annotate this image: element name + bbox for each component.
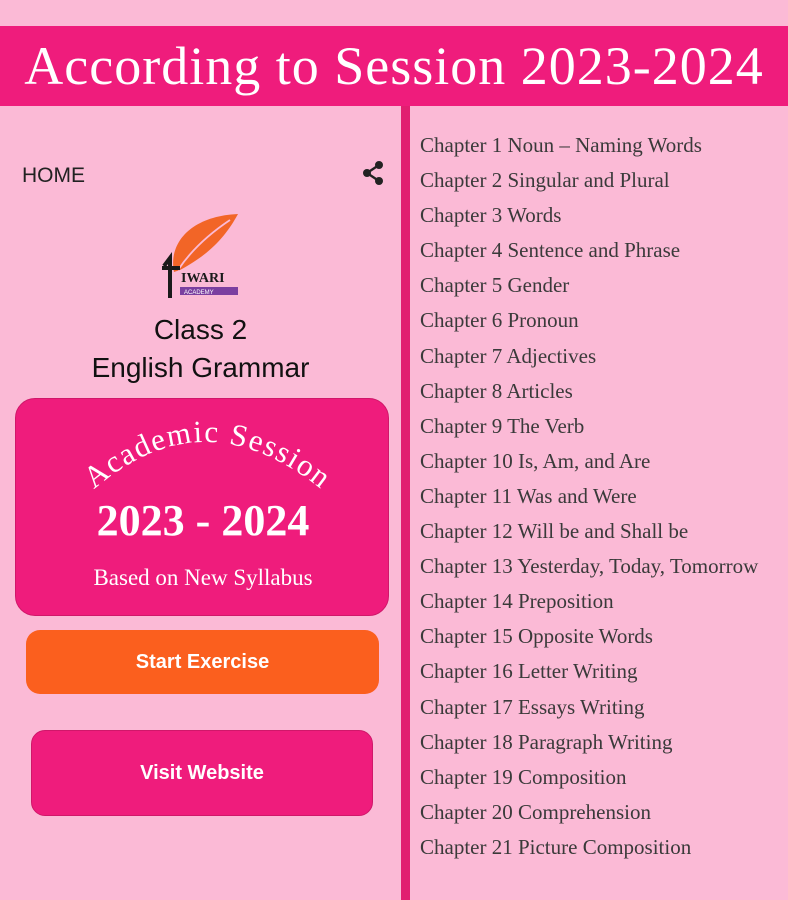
chapter-item[interactable]: Chapter 3 Words bbox=[420, 203, 562, 228]
session-card bbox=[15, 398, 389, 616]
subject-label: English Grammar bbox=[91, 352, 310, 383]
chapter-item[interactable]: Chapter 7 Adjectives bbox=[420, 343, 597, 368]
start-exercise-button[interactable]: Start Exercise bbox=[26, 630, 379, 694]
chapter-item[interactable]: Chapter 20 Comprehension bbox=[420, 799, 651, 824]
chapter-item[interactable]: Chapter 4 Sentence and Phrase bbox=[420, 238, 681, 263]
chapter-item[interactable]: Chapter 13 Yesterday, Today, Tomorrow bbox=[420, 554, 759, 579]
logo-subtext: ACADEMY bbox=[184, 290, 214, 296]
chapter-item[interactable]: Chapter 8 Articles bbox=[420, 378, 573, 403]
chapter-item[interactable]: Chapter 2 Singular and Plural bbox=[420, 168, 670, 193]
visit-website-button[interactable]: Visit Website bbox=[31, 730, 373, 816]
chapter-item[interactable]: Chapter 19 Composition bbox=[420, 764, 627, 789]
class-label: Class 2 bbox=[153, 314, 248, 345]
chapter-item[interactable]: Chapter 1 Noun – Naming Words bbox=[420, 133, 702, 157]
chapter-item[interactable]: Chapter 11 Was and Were bbox=[420, 483, 637, 508]
syllabus-label: Based on New Syllabus bbox=[93, 565, 313, 590]
chapter-item[interactable]: Chapter 21 Picture Composition bbox=[420, 834, 692, 859]
home-link[interactable]: HOME bbox=[22, 164, 85, 187]
chapter-item[interactable]: Chapter 6 Pronoun bbox=[420, 308, 579, 333]
logo-text: IWARI bbox=[181, 271, 225, 286]
chapter-item[interactable]: Chapter 18 Paragraph Writing bbox=[420, 729, 673, 754]
chapter-item[interactable]: Chapter 12 Will be and Shall be bbox=[420, 519, 689, 544]
chapter-item[interactable]: Chapter 14 Preposition bbox=[420, 589, 614, 614]
svg-text:Academic Session bbox=[76, 414, 338, 496]
banner-title: According to Session 2023-2024 bbox=[24, 36, 764, 96]
session-years: 2023 - 2024 bbox=[96, 496, 310, 545]
chapter-list bbox=[420, 128, 788, 865]
chapter-item[interactable]: Chapter 5 Gender bbox=[420, 273, 570, 298]
chapter-item[interactable]: Chapter 17 Essays Writing bbox=[420, 694, 645, 719]
top-banner bbox=[0, 26, 788, 106]
panel-divider bbox=[401, 106, 410, 900]
arc-text: Academic Session bbox=[76, 413, 339, 496]
chapter-item[interactable]: Chapter 16 Letter Writing bbox=[420, 659, 638, 684]
share-icon[interactable] bbox=[358, 158, 388, 188]
chapter-item[interactable]: Chapter 15 Opposite Words bbox=[420, 624, 653, 649]
tiwari-logo bbox=[160, 208, 242, 300]
chapter-item[interactable]: Chapter 10 Is, Am, and Are bbox=[420, 448, 651, 473]
chapter-item[interactable]: Chapter 9 The Verb bbox=[420, 413, 585, 438]
